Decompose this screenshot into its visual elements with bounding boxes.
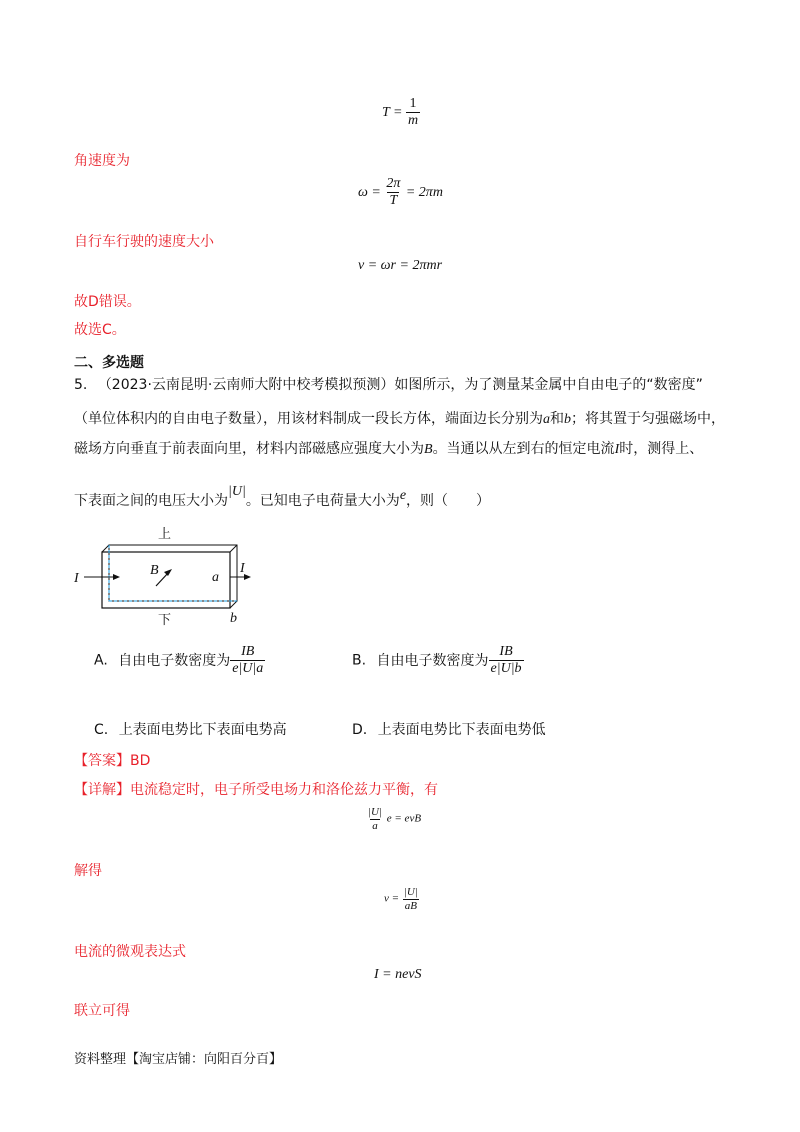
label-angular-velocity: 角速度为	[74, 153, 130, 169]
option-b-den: e|U|b	[490, 661, 522, 677]
question-number: 5.	[74, 377, 88, 393]
label-bike-speed: 自行车行驶的速度大小	[74, 234, 214, 250]
eq2-num: |U|	[403, 886, 418, 898]
current-arrowhead-left	[113, 574, 120, 580]
option-a[interactable]	[94, 644, 265, 677]
eq1-den: a	[372, 819, 378, 832]
cuboid-figure	[60, 520, 270, 630]
eq-omega-frac	[384, 176, 402, 209]
answer	[74, 750, 150, 770]
conclusion-d-wrong: 故D错误。	[74, 294, 141, 310]
option-c-text: 上表面电势比下表面电势高	[118, 722, 287, 738]
label-bottom: 下	[158, 613, 172, 628]
question-line-1	[74, 374, 703, 394]
explanation-text: 电流稳定时，电子所受电场力和洛伦兹力平衡，有	[130, 782, 438, 798]
question-text-4a: 下表面之间的电压大小为	[74, 493, 228, 509]
option-a-den: e|U|a	[232, 661, 264, 677]
eq2-den: aB	[404, 899, 417, 912]
eq-T-lhs: T =	[382, 104, 403, 120]
question-text-1: 如图所示，为了测量某金属中自由电子的“数密度”	[394, 377, 703, 393]
explanation-intro	[74, 779, 438, 799]
option-a-letter: A.	[94, 652, 108, 669]
label-combine: 联立可得	[74, 1003, 130, 1019]
var-B: B	[424, 442, 433, 457]
equation-balance	[366, 806, 421, 832]
label-solve: 解得	[74, 863, 102, 879]
question-text-3a: 磁场方向垂直于前表面向里，材料内部磁感应强度大小为	[74, 441, 424, 457]
answer-value: BD	[130, 753, 151, 769]
option-d[interactable]	[352, 719, 546, 739]
footer-source: 资料整理【淘宝店铺：向阳百分百】	[74, 1052, 283, 1067]
cuboid-front-face	[102, 552, 230, 608]
option-a-text: 自由电子数密度为	[118, 652, 231, 669]
label-a: a	[212, 570, 219, 585]
question-source: （2023·云南昆明·云南师大附中校考模拟预测）	[97, 377, 395, 393]
var-I: I	[614, 442, 620, 457]
option-a-num: IB	[241, 644, 255, 659]
option-b-num: IB	[499, 644, 513, 659]
b-field-arrowhead	[164, 569, 172, 576]
var-a: a	[543, 412, 550, 427]
equation-current: I = nevS	[374, 967, 422, 982]
label-micro-expression: 电流的微观表达式	[74, 944, 186, 960]
eq1-frac	[366, 806, 384, 832]
cuboid-edge-tl	[102, 545, 109, 552]
eq2-lhs: v =	[384, 892, 400, 905]
cuboid-edge-tr	[230, 545, 237, 552]
equation-velocity	[384, 886, 420, 912]
eq-omega-rhs: = 2πm	[405, 184, 443, 200]
eq-omega-lhs: ω =	[358, 184, 381, 200]
question-line-4	[74, 484, 491, 510]
option-b-frac	[489, 644, 524, 677]
eq-omega-den: T	[389, 193, 398, 209]
option-d-text: 上表面电势比下表面电势低	[377, 722, 546, 738]
explanation-label: 【详解】	[74, 782, 130, 798]
equation-omega	[358, 176, 443, 209]
question-text-2a: （单位体积内的自由电子数量），用该材料制成一段长方体，端面边长分别为	[74, 411, 543, 427]
label-I-right: I	[240, 561, 245, 576]
eq1-rhs: e = evB	[386, 812, 422, 825]
question-text-2b: ；将其置于匀强磁场中，	[571, 411, 725, 427]
option-b-letter: B.	[352, 652, 367, 669]
conclusion-choose-c: 故选C。	[74, 322, 126, 338]
question-and: 和	[550, 411, 564, 427]
option-b[interactable]	[352, 644, 524, 677]
var-b: b	[564, 412, 571, 427]
option-d-letter: D.	[352, 722, 368, 738]
label-b: b	[230, 611, 237, 626]
section-title: 二、多选题	[74, 355, 144, 371]
eq-T-num: 1	[409, 96, 417, 111]
question-line-3	[74, 438, 703, 458]
question-text-4b: 。已知电子电荷量大小为	[245, 493, 400, 509]
eq1-num: |U|	[368, 806, 382, 818]
eq2-frac	[402, 886, 420, 912]
question-text-3b: 。当通以从左到右的恒定电流	[432, 441, 615, 457]
answer-label: 【答案】	[74, 753, 130, 769]
eq-T-frac	[406, 96, 420, 129]
eq-T-den: m	[407, 113, 419, 129]
current-arrowhead-right	[244, 574, 251, 580]
option-c[interactable]	[94, 719, 287, 739]
var-e: e	[399, 488, 407, 503]
option-a-frac	[230, 644, 265, 677]
question-line-2	[74, 408, 725, 428]
label-top: 上	[158, 527, 172, 542]
label-I-left: I	[74, 571, 79, 586]
question-text-4c: ，则（ ）	[406, 493, 491, 509]
equation-T	[382, 96, 420, 129]
var-U: |U|	[228, 484, 246, 499]
equation-v: v = ωr = 2πmr	[358, 258, 443, 273]
eq-omega-num: 2π	[386, 176, 401, 191]
option-b-text: 自由电子数密度为	[376, 652, 489, 669]
option-c-letter: C.	[94, 722, 109, 738]
cuboid-edge-br	[230, 601, 237, 608]
label-B: B	[150, 563, 159, 578]
question-text-3c: 时，测得上、	[619, 441, 704, 457]
